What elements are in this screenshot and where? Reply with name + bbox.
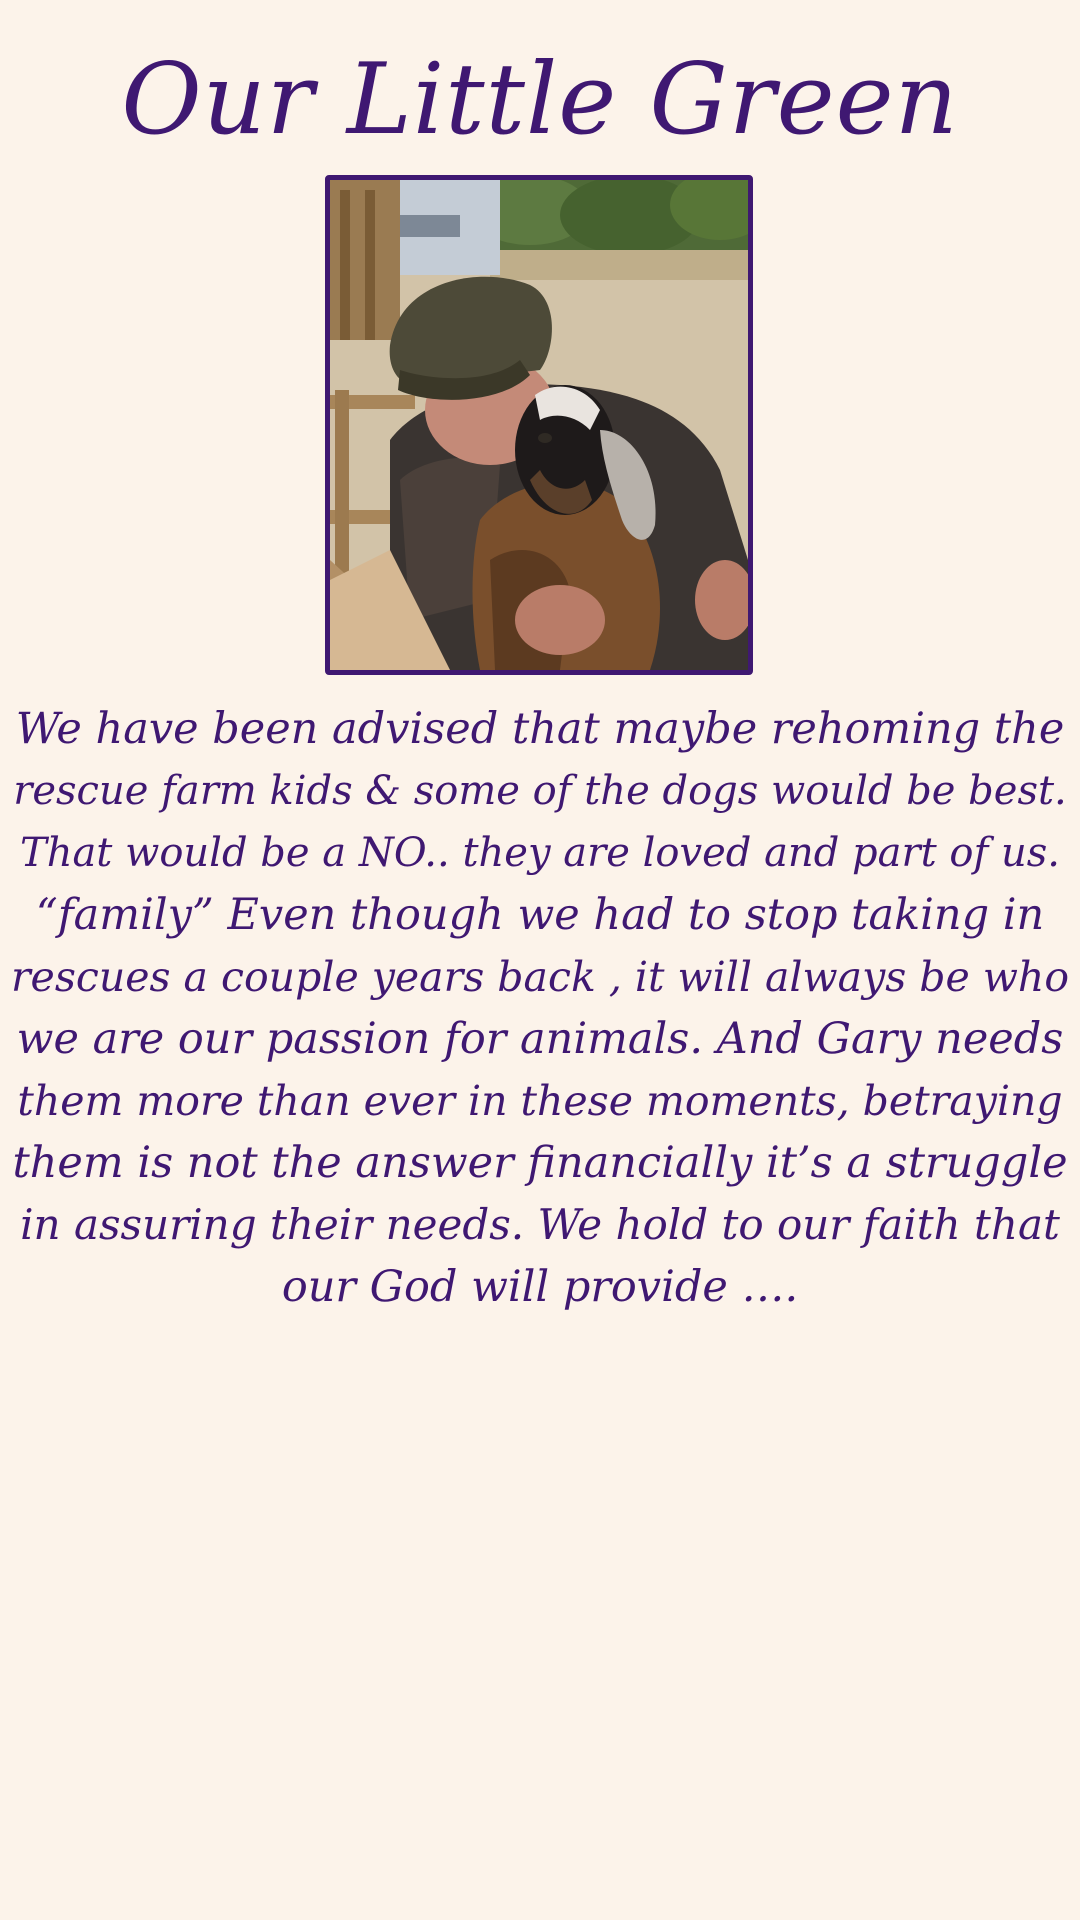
story-line: them is not the answer financially it’s a struggle: [12, 1138, 1068, 1188]
story-text: [8, 698, 1072, 1318]
story-line: “family” Even though we had to stop taking in: [35, 890, 1045, 940]
story-line: rescue farm kids & some of the dogs would be best.: [13, 768, 1067, 814]
story-line: We have been advised that maybe rehoming the: [15, 704, 1065, 754]
story-line: That would be a NO.. they are loved and part of us.: [20, 830, 1060, 876]
featured-photo: [325, 175, 753, 675]
story-line: rescues a couple years back , it will always be who: [10, 953, 1070, 1001]
story-line: them more than ever in these moments, betraying: [17, 1077, 1063, 1125]
story-line: in assuring their needs. We hold to our faith that: [20, 1200, 1060, 1249]
page-title: Our Little Green: [121, 43, 959, 157]
photo-man-hugging-goat-icon: [330, 180, 748, 670]
story-line: we are our passion for animals. And Gary needs: [16, 1014, 1064, 1064]
story-line: our God will provide ….: [281, 1262, 799, 1312]
